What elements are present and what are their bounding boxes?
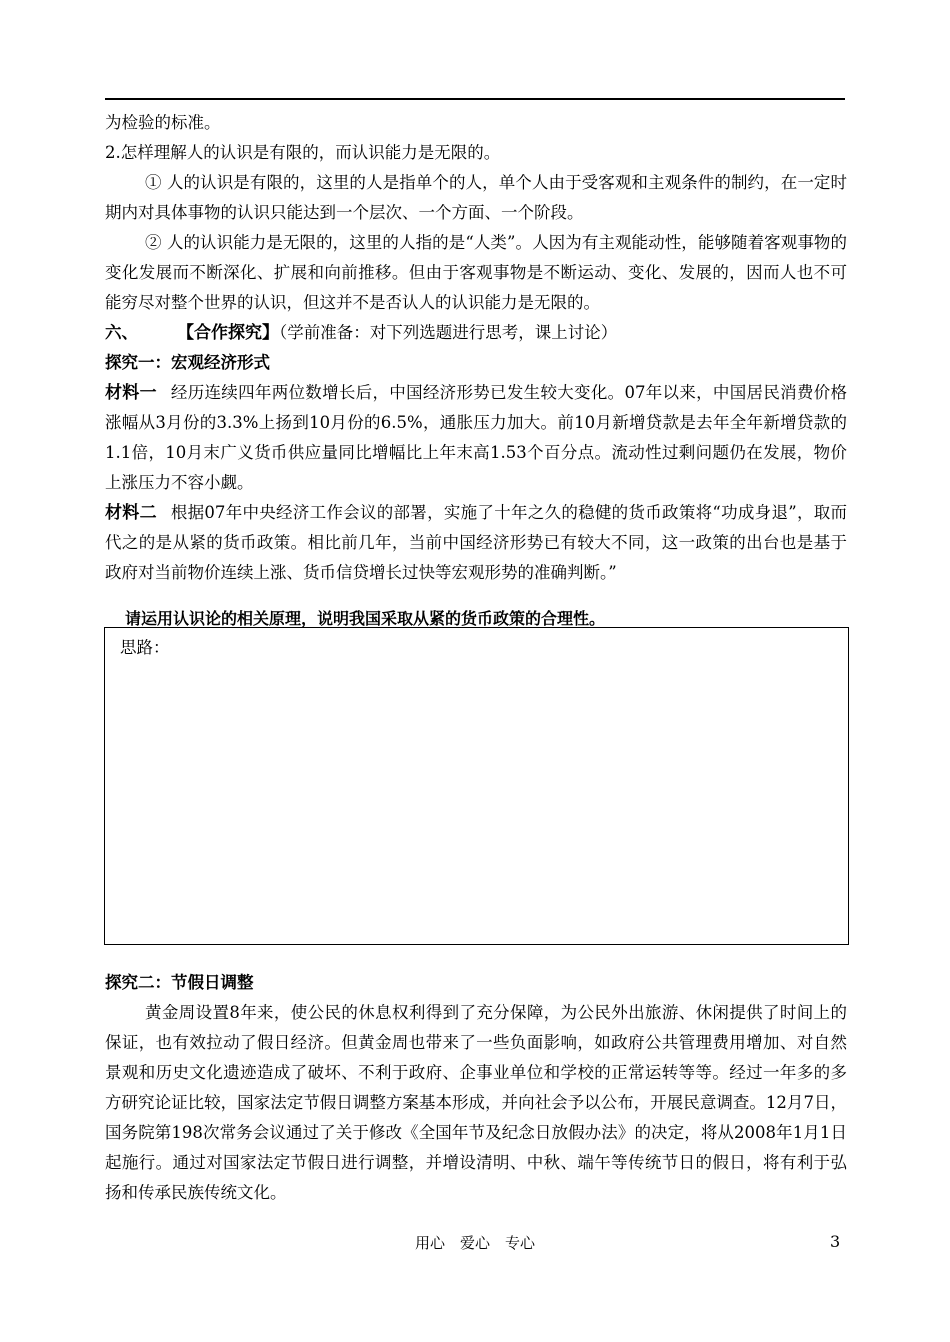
section-number: 六、 [105,323,138,342]
section-title: 【合作探究】 [177,323,279,343]
explore-1-heading: 探究一：宏观经济形式 [105,353,270,372]
answer-box-label: 思路： [120,638,170,657]
section-note: （学前准备：对下列选题进行思考，课上讨论） [279,323,618,342]
material-1 [105,378,847,498]
material-1-label: 材料一 [105,383,157,403]
material-2-text: 根据07年中央经济工作会议的部署，实施了十年之久的稳健的货币政策将“功成身退”，取而代之的是从紧的货币政策。相比前几年，当前中国经济形势已有较大不同，这一政策的出台也是基于政府对当前物价连续上涨、货币信贷增长过快等宏观形势的准确判断。” [105,503,848,582]
material-2 [105,498,847,588]
page-number: 3 [830,1232,841,1251]
point-2: ② 人的认识能力是无限的，这里的人指的是“人类”。人因为有主观能动性，能够随着客观事物的变化发展而不断深化、扩展和向前推移。但由于客观事物是不断运动、变化、发展的，因而人也不可能穷尽对整个世界的认识，但这并不是否认人的认识能力是无限的。 [105,233,847,312]
section-6-heading [105,318,847,348]
explore-1-prompt: 请运用认识论的相关原理，说明我国采取从紧的货币政策的合理性。 [125,609,606,628]
point-1: ① 人的认识是有限的，这里的人是指单个的人，单个人由于受客观和主观条件的制约，在一定时期内对具体事物的认识只能达到一个层次、一个方面、一个阶段。 [105,173,847,222]
main-content [105,108,847,650]
material-1-text: 经历连续四年两位数增长后，中国经济形势已发生较大变化。07年以来，中国居民消费价格涨幅从3月份的3.3%上扬到10月份的6.5%，通胀压力加大。前10月新增贷款是去年全年新增贷款的1.1倍，10月末广义货币供应量同比增幅比上年末高1.53个百分点。流动性过剩问题仍在发展，物价上涨压力不容小觑。 [105,383,848,492]
answer-box[interactable] [104,627,849,945]
explore-2-section [105,968,847,1208]
footer-motto: 用心 爱心 专心 [414,1234,535,1252]
explore-2-text: 黄金周设置8年来，使公民的休息权利得到了充分保障，为公民外出旅游、休闲提供了时间上的保证，也有效拉动了假日经济。但黄金周也带来了一些负面影响，如政府公共管理费用增加、对自然景观和历史文化遗迹造成了破坏、不利于政府、企事业单位和学校的正常运转等等。经过一年多的多方研究论证比较，国家法定节假日调整方案基本形成，并向社会予以公布，开展民意调查。12月7日，国务院第198次常务会议通过了关于修改《全国年节及纪念日放假办法》的决定，将从2008年1月1日起施行。通过对国家法定节假日进行调整，并增设清明、中秋、端午等传统节日的假日，将有利于弘扬和传承民族传统文化。 [105,1003,847,1202]
paragraph-continuation: 为检验的标准。 [105,113,221,132]
header-rule [105,98,845,100]
question-2: 2.怎样理解人的认识是有限的，而认识能力是无限的。 [105,143,501,162]
material-2-label: 材料二 [105,503,157,523]
explore-2-heading: 探究二：节假日调整 [105,973,254,992]
